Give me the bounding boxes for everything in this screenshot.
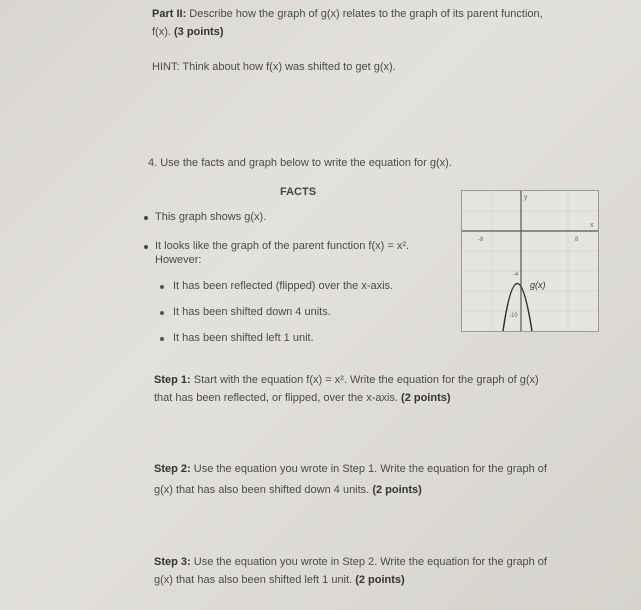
fact-2-however: However: xyxy=(155,254,202,266)
x-tick: -8 xyxy=(478,237,484,243)
y-tick: -4 xyxy=(513,272,519,278)
sub-bullet-icon xyxy=(160,311,164,315)
transform-3: It has been shifted left 1 unit. xyxy=(173,332,314,344)
step-1-text2: that has been reflected, or flipped, over the x-axis. xyxy=(154,392,402,404)
step-1-line2 xyxy=(154,392,451,404)
step-1-points: (2 points) xyxy=(401,392,451,404)
step-1-label: Step 1: xyxy=(154,374,191,386)
step-1-text: Start with the equation f(x) = x². Write the equation for the graph of g(x) xyxy=(190,374,539,386)
step-3-text: Use the equation you wrote in Step 2. Write the equation for the graph of xyxy=(190,556,547,568)
part2-text: Describe how the graph of g(x) relates to the graph of its parent function, xyxy=(186,8,543,20)
part2-line2 xyxy=(152,26,224,38)
step-3-points: (2 points) xyxy=(355,574,405,586)
sub-bullet-icon xyxy=(160,285,164,289)
step-2-line2 xyxy=(154,484,422,496)
step-3-text2: g(x) that has also been shifted left 1 unit. xyxy=(154,574,356,586)
part2-line1 xyxy=(152,8,543,20)
step-2-text2: g(x) that has also been shifted down 4 units. xyxy=(154,484,373,496)
step-3-line1 xyxy=(154,556,547,568)
q4-prompt: 4. Use the facts and graph below to write the equation for g(x). xyxy=(148,157,452,169)
hint: HINT: Think about how f(x) was shifted to get g(x). xyxy=(152,61,396,73)
fact-2: It looks like the graph of the parent function f(x) = x². xyxy=(155,240,410,252)
bullet-icon xyxy=(144,216,148,220)
fact-1: This graph shows g(x). xyxy=(155,211,267,223)
y-axis-label: y xyxy=(524,194,528,201)
transform-1: It has been reflected (flipped) over the x-axis. xyxy=(173,280,394,292)
x-axis-label: x xyxy=(590,222,594,229)
graph-gx xyxy=(461,190,599,332)
step-1-line1 xyxy=(154,374,539,386)
step-2-points: (2 points) xyxy=(372,484,422,496)
part2-title: Part II: xyxy=(152,8,187,20)
part2-points: (3 points) xyxy=(174,26,224,38)
x-tick: 8 xyxy=(575,237,579,243)
transform-2: It has been shifted down 4 units. xyxy=(173,306,331,318)
part2-fx: f(x). xyxy=(152,26,174,38)
curve-label: g(x) xyxy=(530,280,546,290)
step-2-text: Use the equation you wrote in Step 1. Write the equation for the graph of xyxy=(190,463,547,475)
gx-curve xyxy=(503,284,532,332)
step-3-label: Step 3: xyxy=(154,556,191,568)
step-2-label: Step 2: xyxy=(154,463,191,475)
facts-title: FACTS xyxy=(280,186,317,198)
bullet-icon xyxy=(144,245,148,249)
sub-bullet-icon xyxy=(160,337,164,341)
step-3-line2 xyxy=(154,574,405,586)
y-tick: -10 xyxy=(509,313,518,319)
step-2-line1 xyxy=(154,463,547,475)
